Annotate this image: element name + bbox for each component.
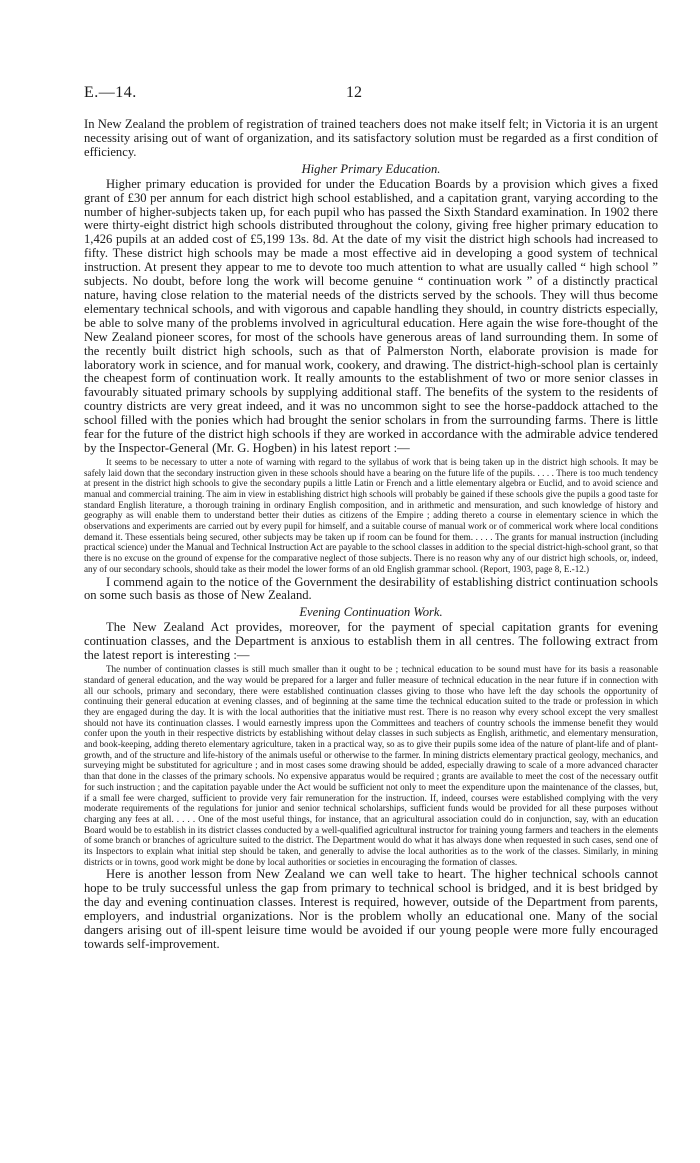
paragraph-lesson: Here is another lesson from New Zealand we can well take to heart. The higher technical schools cannot hope to be truly successful unless the gap from primary to technical school is bridged, and it is best bridged by the day and evening continuation classes. Interest is required, however, outside of the Department from parents, employers, and industrial organizations. Nor is the problem wholly an educational one. Many of the social dangers arising out of ill-spent leisure time would be avoided if our young people were more fully encouraged towards self-improvement.	[84, 867, 658, 951]
paragraph-evening-classes: The New Zealand Act provides, moreover, for the payment of special capitation grants for evening continuation classes, and the Department is anxious to establish them in all centres. The following extract from the latest report is interesting :—	[84, 620, 658, 663]
page-header	[84, 84, 658, 110]
paragraph-registration: In New Zealand the problem of registration of trained teachers does not make itself felt; in Victoria it is an urgent necessity arising out of want of organization, and its satisfactory solution must be regarded as a first condition of efficiency.	[84, 117, 658, 159]
paragraph-commendation: I commend again to the notice of the Government the desirability of establishing district continuation schools on some such basis as those of New Zealand.	[84, 574, 658, 603]
page-number: 12	[346, 84, 362, 101]
document-reference: E.—14.	[84, 84, 137, 101]
quote-latest-report: The number of continuation classes is still much smaller than it ought to be ; technical education to be sound must have for its basis a reasonable standard of general education, and the way would be prepared for a larger and fuller measure of technical education in the near future if in connection with all our schools, primary and secondary, there were established continuation classes giving to those who have left the day schools the opportunity of continuing their general education at evening classes, and of beginning at the same time the technical education suited to the trade or profession in which they are engaged during the day. It is with the local authorities that the initiative must rest. There is no reason why every school except the very smallest should not have its continuation classes. I would earnestly impress upon the Committees and teachers of country schools the immense benefit they would confer upon the youth in their respective districts by establishing without delay classes in such subjects as English, arithmetic, and elementary mensuration, and book-keeping, adding thereto elementary agriculture, taken in a practical way, so as to give their pupils some idea of the nature of plant-life and of plant-growth, and of the structure and life-history of the animals useful or otherwise to the farmer. In mining districts elementary practical geology, mechanics, and surveying might be substituted for agriculture ; and in most cases some drawing should be added, especially drawing to scale of a more advanced character than that done in the classes of the primary schools. No expensive apparatus would be required ; grants are available to meet the cost of the necessary outfit for such instruction ; and the capitation payable under the Act would be sufficient not only to meet the expenditure upon the maintenance of the classes, but, if a small fee were charged, sufficient to provide very fair remuneration for the instruction. If, indeed, courses were established complying with the very moderate requirements of the regulations for junior and senior technical scholarships, sufficient funds would be provided for all these purposes without charging any fees at all. . . . . One of the most useful things, for instance, that an agricultural association could do in conjunction, say, with an education Board would be to establish in its district classes conducted by a well-qualified agricultural instructor for training young farmers and teachers in the elements of some branch or branches of agriculture suited to the district. The Department would do what it has always done when requested in such cases, send one of its Inspectors to explain what initial step should be taken, and generally to advise the local authorities as to the work of the classes. Similarly, in mining districts or in towns, good work might be done by local authorities or societies in encouraging the formation of classes.	[84, 664, 658, 867]
section-heading-evening-continuation: Evening Continuation Work.	[299, 605, 443, 620]
section-heading-higher-primary: Higher Primary Education.	[301, 161, 441, 176]
page-body	[84, 118, 658, 952]
paragraph-higher-primary: Higher primary education is provided for under the Education Boards by a provision which gives a fixed grant of £30 per annum for each district high school established, and a capitation grant, varying according to the number of higher-subjects taken up, for each pupil who has passed the Sixth Standard examination. In 1902 there were thirty-eight district high schools distributed throughout the colony, giving free higher primary education to 1,426 pupils at an added cost of £5,199 13s. 8d. At the date of my visit the district high schools had increased to fifty. These district high schools may be made a most effective aid in developing a good system of technical instruction. At present they appear to me to devote too much attention to what are usually called “ high school ” subjects. No doubt, before long the work will become genuine “ continuation work ” of a distinctly practical nature, having close relation to the material needs of the districts served by the schools. They will thus become elementary technical schools, and with vigorous and capable handling they should, in country districts especially, be able to solve many of the problems involved in agricultural education. Here again the wise fore-thought of the New Zealand pioneer scores, for most of the schools have generous areas of land surrounding them. In some of the recently built district high schools, such as that of Palmerston North, elaborate provision is made for laboratory work in science, and for manual work, cookery, and drawing. The district-high-school plan is certainly the cheapest form of continuation work. It really amounts to the establishment of two or more senior classes in favourably situated primary schools by supplying additional staff. The benefits of the system to the residents of country districts are very great indeed, and it was no uncommon sight to see the horse-paddock attached to the school filled with the ponies which had brought the senior scholars in from the surrounding farms. There is little fear for the future of the district high schools if they are worked in accordance with the admirable advice tendered by the Inspector-General (Mr. G. Hogben) in his latest report :—	[84, 176, 658, 455]
quote-inspector-general-report: It seems to be necessary to utter a note of warning with regard to the syllabus of work that is being taken up in the district high schools. It may be safely laid down that the secondary instruction given in these schools should have a bearing on the future life of the pupils. . . . . There is too much tendency at present in the district high schools to give the secondary pupils a little Latin or French and a little elementary algebra or Euclid, and to avoid science and manual and commercial training. The aim in view in establishing district high schools will probably be gained if these schools give the pupils a good taste for standard English literature, a thorough training in ordinary English composition, and in arithmetic and mensuration, and such knowledge of history and geography as will enable them to understand better their duties as citizens of the Empire ; adding thereto a course in elementary science in which the observations and experiments are carried out by every pupil for himself, and a suitable course of manual work or of commerical work where local conditions demand it. These essentials being secured, other subjects may be taken up if room can be found for them. . . . . The grants for manual instruction (including practical science) under the Manual and Technical Instruction Act are payable to the school classes in addition to the special district-high-school grant, so that there is no excuse on the ground of expense for the comparative neglect of those subjects. There is no reason why any of our district high schools, or, indeed, any of our secondary schools, should take as their model the lower forms of an old English grammar school. (Report, 1903, page 8, E.-12.)	[84, 456, 658, 574]
document-page	[84, 84, 658, 952]
